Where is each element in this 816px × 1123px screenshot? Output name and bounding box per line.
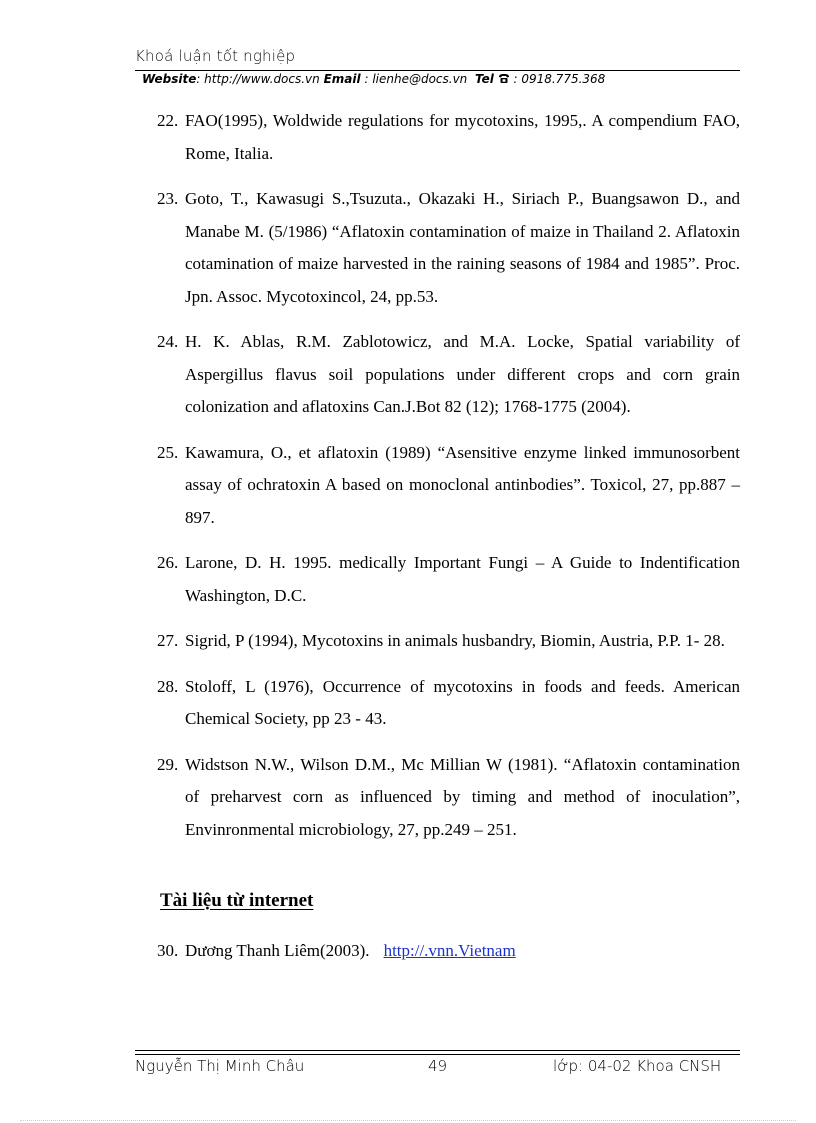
- page-number: 49: [428, 1057, 448, 1075]
- page-edge-dots: [20, 1120, 796, 1121]
- header-divider: [135, 70, 740, 71]
- reference-text: Sigrid, P (1994), Mycotoxins in animals husbandry, Biomin, Austria, P.P. 1- 28.: [185, 631, 725, 650]
- reference-item: [157, 105, 740, 170]
- reference-item: [157, 547, 740, 612]
- reference-text: Goto, T., Kawasugi S.,Tsuzuta., Okazaki H., Siriach P., Buangsawon D., and Manabe M. (5/1986) “Aflatoxin contamination of maize in Thailand 2. Aflatoxin cotamination of maize harvested in the raining seasons of 1984 and 1985”. Proc. Jpn. Assoc. Mycotoxincol, 24, pp.53.: [185, 189, 740, 306]
- tel-label: Tel: [474, 72, 494, 86]
- header-contact: [142, 72, 605, 86]
- reference-number: 24.: [157, 332, 179, 351]
- reference-text: Kawamura, O., et aflatoxin (1989) “Asensitive enzyme linked immunosorbent assay of ochratoxin A based on monoclonal antinbodies”. Toxicol, 27, pp.887 – 897.: [185, 442, 740, 527]
- reference-text: H. K. Ablas, R.M. Zablotowicz, and M.A. Locke, Spatial variability of Aspergillus flavus soil populations under different crops and corn grain colonization and aflatoxins Can.J.Bot 82 (12); 1768-1775 (2004).: [185, 332, 740, 416]
- reference-number: 23.: [157, 189, 179, 208]
- reference-item-internet: [157, 938, 516, 964]
- reference-text: Dương Thanh Liêm(2003).: [185, 941, 370, 960]
- internet-section-heading: Tài liệu từ internet: [160, 890, 314, 911]
- email-value: : lienhe@docs.vn: [360, 72, 468, 86]
- footer-author: Nguyễn Thị Minh Châu: [135, 1057, 305, 1075]
- reference-item: [157, 326, 740, 424]
- reference-item: [157, 183, 740, 313]
- reference-text: Widstson N.W., Wilson D.M., Mc Millian W (1981). “Aflatoxin contamination of preharvest corn as influenced by timing and method of inoculation”, Envinronmental microbiology, 27, pp.249 – 251.: [185, 754, 740, 839]
- email-label: Email: [323, 72, 361, 86]
- reference-list: [157, 105, 740, 859]
- reference-number: 25.: [157, 442, 179, 462]
- website-value: : http://www.docs.vn: [196, 72, 320, 86]
- footer-class: lớp: 04-02 Khoa CNSH: [553, 1057, 722, 1075]
- reference-number: 28.: [157, 676, 179, 696]
- tel-value: : 0918.775.368: [509, 72, 606, 86]
- phone-icon: [498, 73, 510, 84]
- reference-number: 22.: [157, 111, 179, 130]
- reference-item: [157, 671, 740, 736]
- website-label: Website: [142, 72, 197, 86]
- reference-item: [157, 625, 740, 658]
- reference-item: [157, 749, 740, 847]
- reference-item: [157, 437, 740, 535]
- header-title: Khoá luận tốt nghiệp: [135, 47, 296, 65]
- reference-number: 27.: [157, 631, 179, 650]
- reference-text: Stoloff, L (1976), Occurrence of mycotoxins in foods and feeds. American Chemical Society, pp 23 - 43.: [185, 676, 740, 728]
- reference-number: 26.: [157, 553, 179, 572]
- reference-text: Larone, D. H. 1995. medically Important Fungi – A Guide to Indentification Washington, D.C.: [185, 553, 740, 605]
- internet-link[interactable]: http://.vnn.Vietnam: [383, 941, 516, 960]
- reference-text: FAO(1995), Woldwide regulations for mycotoxins, 1995,. A compendium FAO, Rome, Italia.: [185, 111, 740, 163]
- reference-number: 29.: [157, 754, 179, 774]
- reference-number: 30.: [157, 941, 179, 960]
- footer-divider: [135, 1050, 740, 1055]
